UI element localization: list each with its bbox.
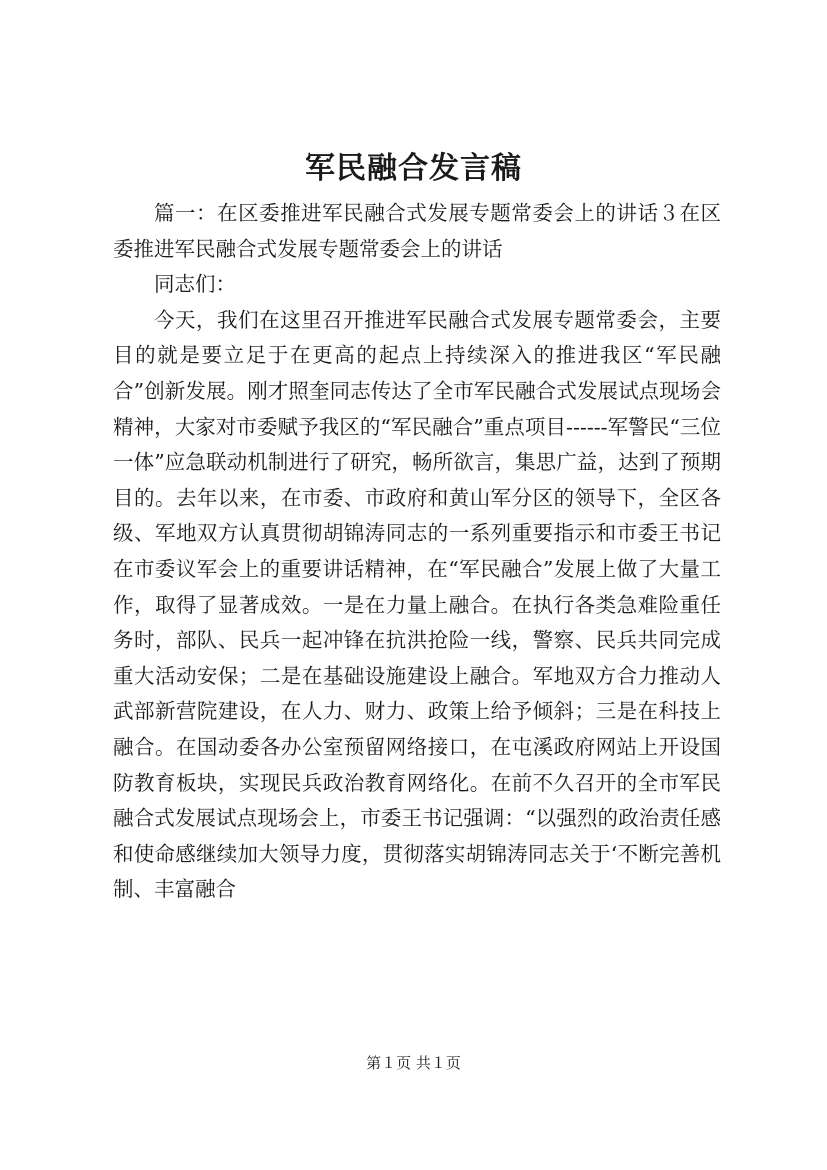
document-body [113, 196, 721, 908]
paragraph-salutation: 同志们： [154, 272, 236, 297]
document-title: 军民融合发言稿 [305, 151, 522, 186]
paragraph-heading: 篇一：在区委推进军民融合式发展专题常委会上的讲话３在区委推进军民融合式发展专题常委会上的讲话 [113, 201, 721, 261]
page-number-footer: 第１页 共１页 [366, 1054, 461, 1072]
paragraph-speech-body: 今天，我们在这里召开推进军民融合式发展专题常委会，主要目的就是要立足于在更高的起点上持续深入的推进我区“军民融合”创新发展。刚才照奎同志传达了全市军民融合式发展试点现场会精神，大家对市委赋予我区的“军民融合”重点项目------军警民“三位一体”应急联动机制进行了研究，畅所欲言，集思广益，达到了预期目的。去年以来，在市委、市政府和黄山军分区的领导下，全区各级、军地双方认真贯彻胡锦涛同志的一系列重要指示和市委王书记在市委议军会上的重要讲话精神，在“军民融合”发展上做了大量工作，取得了显著成效。一是在力量上融合。在执行各类急难险重任务时，部队、民兵一起冲锋在抗洪抢险一线，警察、民兵共同完成重大活动安保；二是在基础设施建设上融合。军地双方合力推动人武部新营院建设，在人力、财力、政策上给予倾斜；三是在科技上融合。在国动委各办公室预留网络接口，在屯溪政府网站上开设国防教育板块，实现民兵政治教育网络化。在前不久召开的全市军民融合式发展试点现场会上，市委王书记强调：“以强烈的政治责任感和使命感继续加大领导力度，贯彻落实胡锦涛同志关于‘不断完善机制、丰富融合 [113, 307, 721, 902]
